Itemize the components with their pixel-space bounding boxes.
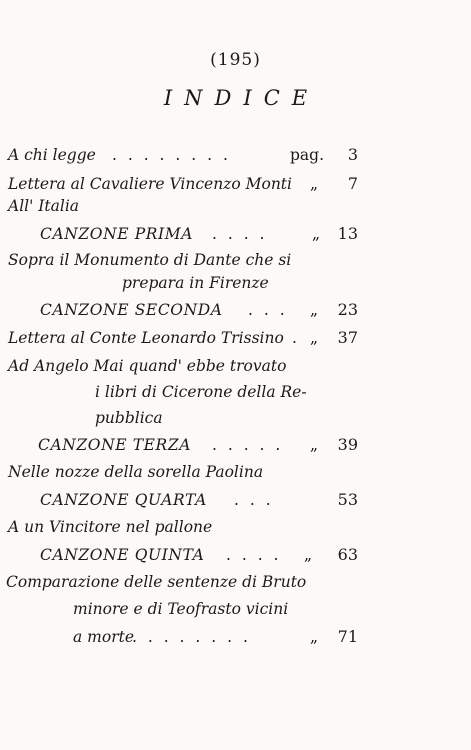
- ditto-mark: „: [310, 329, 319, 347]
- entry-text: All' Italia: [8, 197, 80, 215]
- leader-dots: . . . . . . . .: [112, 146, 231, 164]
- index-title: INDICE: [163, 86, 320, 110]
- page-number-ref: 39: [337, 435, 358, 454]
- ditto-mark: „: [310, 628, 319, 646]
- page-number-ref: 63: [337, 545, 358, 564]
- page-number: (195): [210, 50, 261, 70]
- ditto-mark: „: [312, 225, 321, 243]
- leader-dots: .: [292, 329, 300, 347]
- ditto-mark: „: [310, 436, 319, 454]
- ditto-mark: „: [310, 301, 319, 319]
- entry-text: prepara in Firenze: [122, 274, 269, 292]
- entry-text: i libri di Cicerone della Re-: [95, 383, 307, 401]
- leader-dots: . . .: [248, 301, 288, 319]
- entry-heading: CANZONE TERZA: [38, 436, 191, 454]
- leader-dots: . . . .: [226, 546, 282, 564]
- entry-text: pubblica: [95, 409, 163, 427]
- entry-text: a morte: [73, 628, 135, 646]
- page-number-ref: 3: [347, 145, 358, 164]
- entry-text: minore e di Teofrasto vicini: [73, 600, 289, 618]
- entry-text: Comparazione delle sentenze di Bruto: [6, 573, 307, 591]
- entry-text: A chi legge: [8, 146, 96, 164]
- entry-text: A un Vincitore nel pallone: [8, 518, 213, 536]
- page-number-ref: 7: [347, 174, 358, 193]
- entry-text: Lettera al Conte Leonardo Trissino: [8, 329, 284, 347]
- page-number-ref: 53: [337, 490, 358, 509]
- leader-dots: . . . . . . . .: [132, 628, 251, 646]
- ditto-mark: „: [310, 175, 319, 193]
- leader-dots: . . . .: [212, 225, 268, 243]
- leader-dots: . . . . .: [212, 436, 284, 454]
- leader-dots: . . .: [234, 491, 274, 509]
- entry-text: Nelle nozze della sorella Paolina: [8, 463, 264, 481]
- entry-text: Ad Angelo Mai quand' ebbe trovato: [8, 357, 287, 375]
- entry-heading: CANZONE QUINTA: [40, 546, 205, 564]
- page-number-ref: 23: [337, 300, 358, 319]
- entry-text: Lettera al Cavaliere Vincenzo Monti: [8, 175, 292, 193]
- entry-text: Sopra il Monumento di Dante che si: [8, 251, 292, 269]
- page-ref-label: pag.: [290, 146, 325, 164]
- page-number-ref: 13: [337, 224, 358, 243]
- entry-heading: CANZONE PRIMA: [40, 225, 193, 243]
- entry-heading: CANZONE SECONDA: [40, 301, 223, 319]
- page-number-ref: 71: [337, 627, 358, 646]
- ditto-mark: „: [304, 546, 313, 564]
- page-number-ref: 37: [337, 328, 358, 347]
- entry-heading: CANZONE QUARTA: [40, 491, 207, 509]
